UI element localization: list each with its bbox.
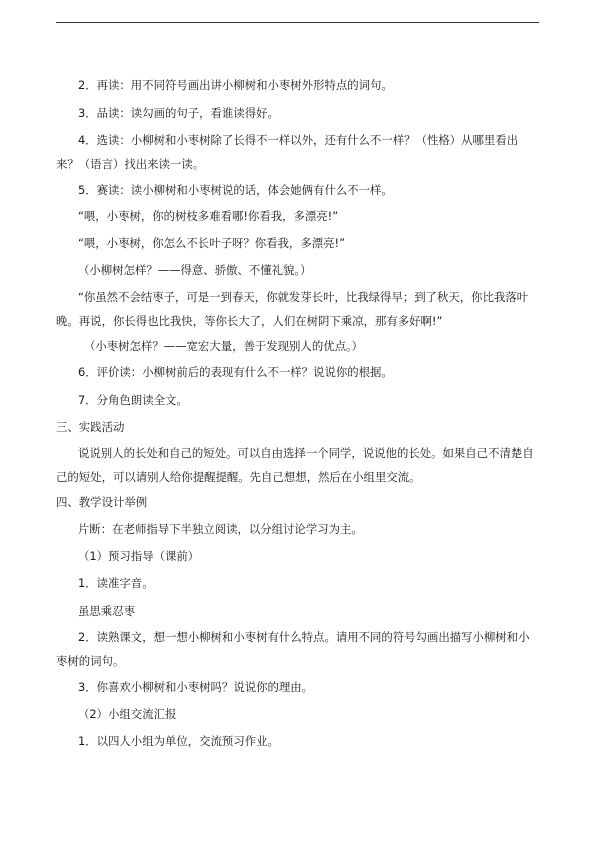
quote-jujube: “你虽然不会结枣子，可是一到春天，你就发芽长叶，比我绿得早；到了秋天，你比我落叶晚。再说，你长得也比我快，等你长大了，人们在树阴下乘凉，那有多好啊!” [56,290,529,328]
step-select-reading: 4．选读：小柳树和小枣树除了长得不一样以外，还有什么不一样？（性格）从哪里看出来？（语言）找出来读一读。 [56,133,519,171]
section-heading-practice: 三、实践活动 [56,420,125,434]
header-rule [56,22,539,23]
preview-step-2: 2．读熟课文，想一想小柳树和小枣树有什么特点。请用不同的符号勾画出描写小柳树和小枣树的词句。 [56,630,530,668]
subheading-preview: （1）预习指导（课前） [78,549,200,563]
group-step-1: 1．以四人小组为单位，交流预习作业。 [78,734,279,748]
preview-step-1: 1．读准字音。 [78,576,154,590]
step-savor-reading: 3．品读：读勾画的句子，看谁读得好。 [78,106,279,120]
willow-comment: （小柳树怎样？——得意、骄傲、不懂礼貌。） [78,263,312,277]
practice-text: 说说别人的长处和自己的短处。可以自由选择一个同学，说说他的长处。如果自己不清楚自己的短处，可以请别人给你提醒提醒。先自己想想，然后在小组里交流。 [56,446,534,484]
step-contest-reading: 5．赛读：读小柳树和小枣树说的话，体会她俩有什么不一样。 [78,183,393,197]
excerpt-intro: 片断：在老师指导下半独立阅读，以分组讨论学习为主。 [78,522,363,536]
quote-willow-1: “喂，小枣树，你的树枝多难看哪!你看我，多漂亮!” [78,209,339,223]
preview-step-3: 3．你喜欢小柳树和小枣树吗？说说你的理由。 [78,680,314,694]
step-evaluate-reading: 6．评价读：小柳树前后的表现有什么不一样？说说你的根据。 [78,365,393,379]
step-role-reading: 7．分角色朗读全文。 [78,393,188,407]
subheading-group-report: （2）小组交流汇报 [78,707,177,721]
section-heading-design-example: 四、教学设计举例 [56,495,148,509]
vocab-characters: 虽思乘忍枣 [78,604,135,618]
step-reread: 2．再读：用不同符号画出讲小柳树和小枣树外形特点的词句。 [78,78,393,92]
jujube-comment: （小枣树怎样？——宽宏大量，善于发现别人的优点。） [84,339,364,353]
quote-willow-2: “喂，小枣树，你怎么不长叶子呀？你看我，多漂亮!” [78,236,345,250]
